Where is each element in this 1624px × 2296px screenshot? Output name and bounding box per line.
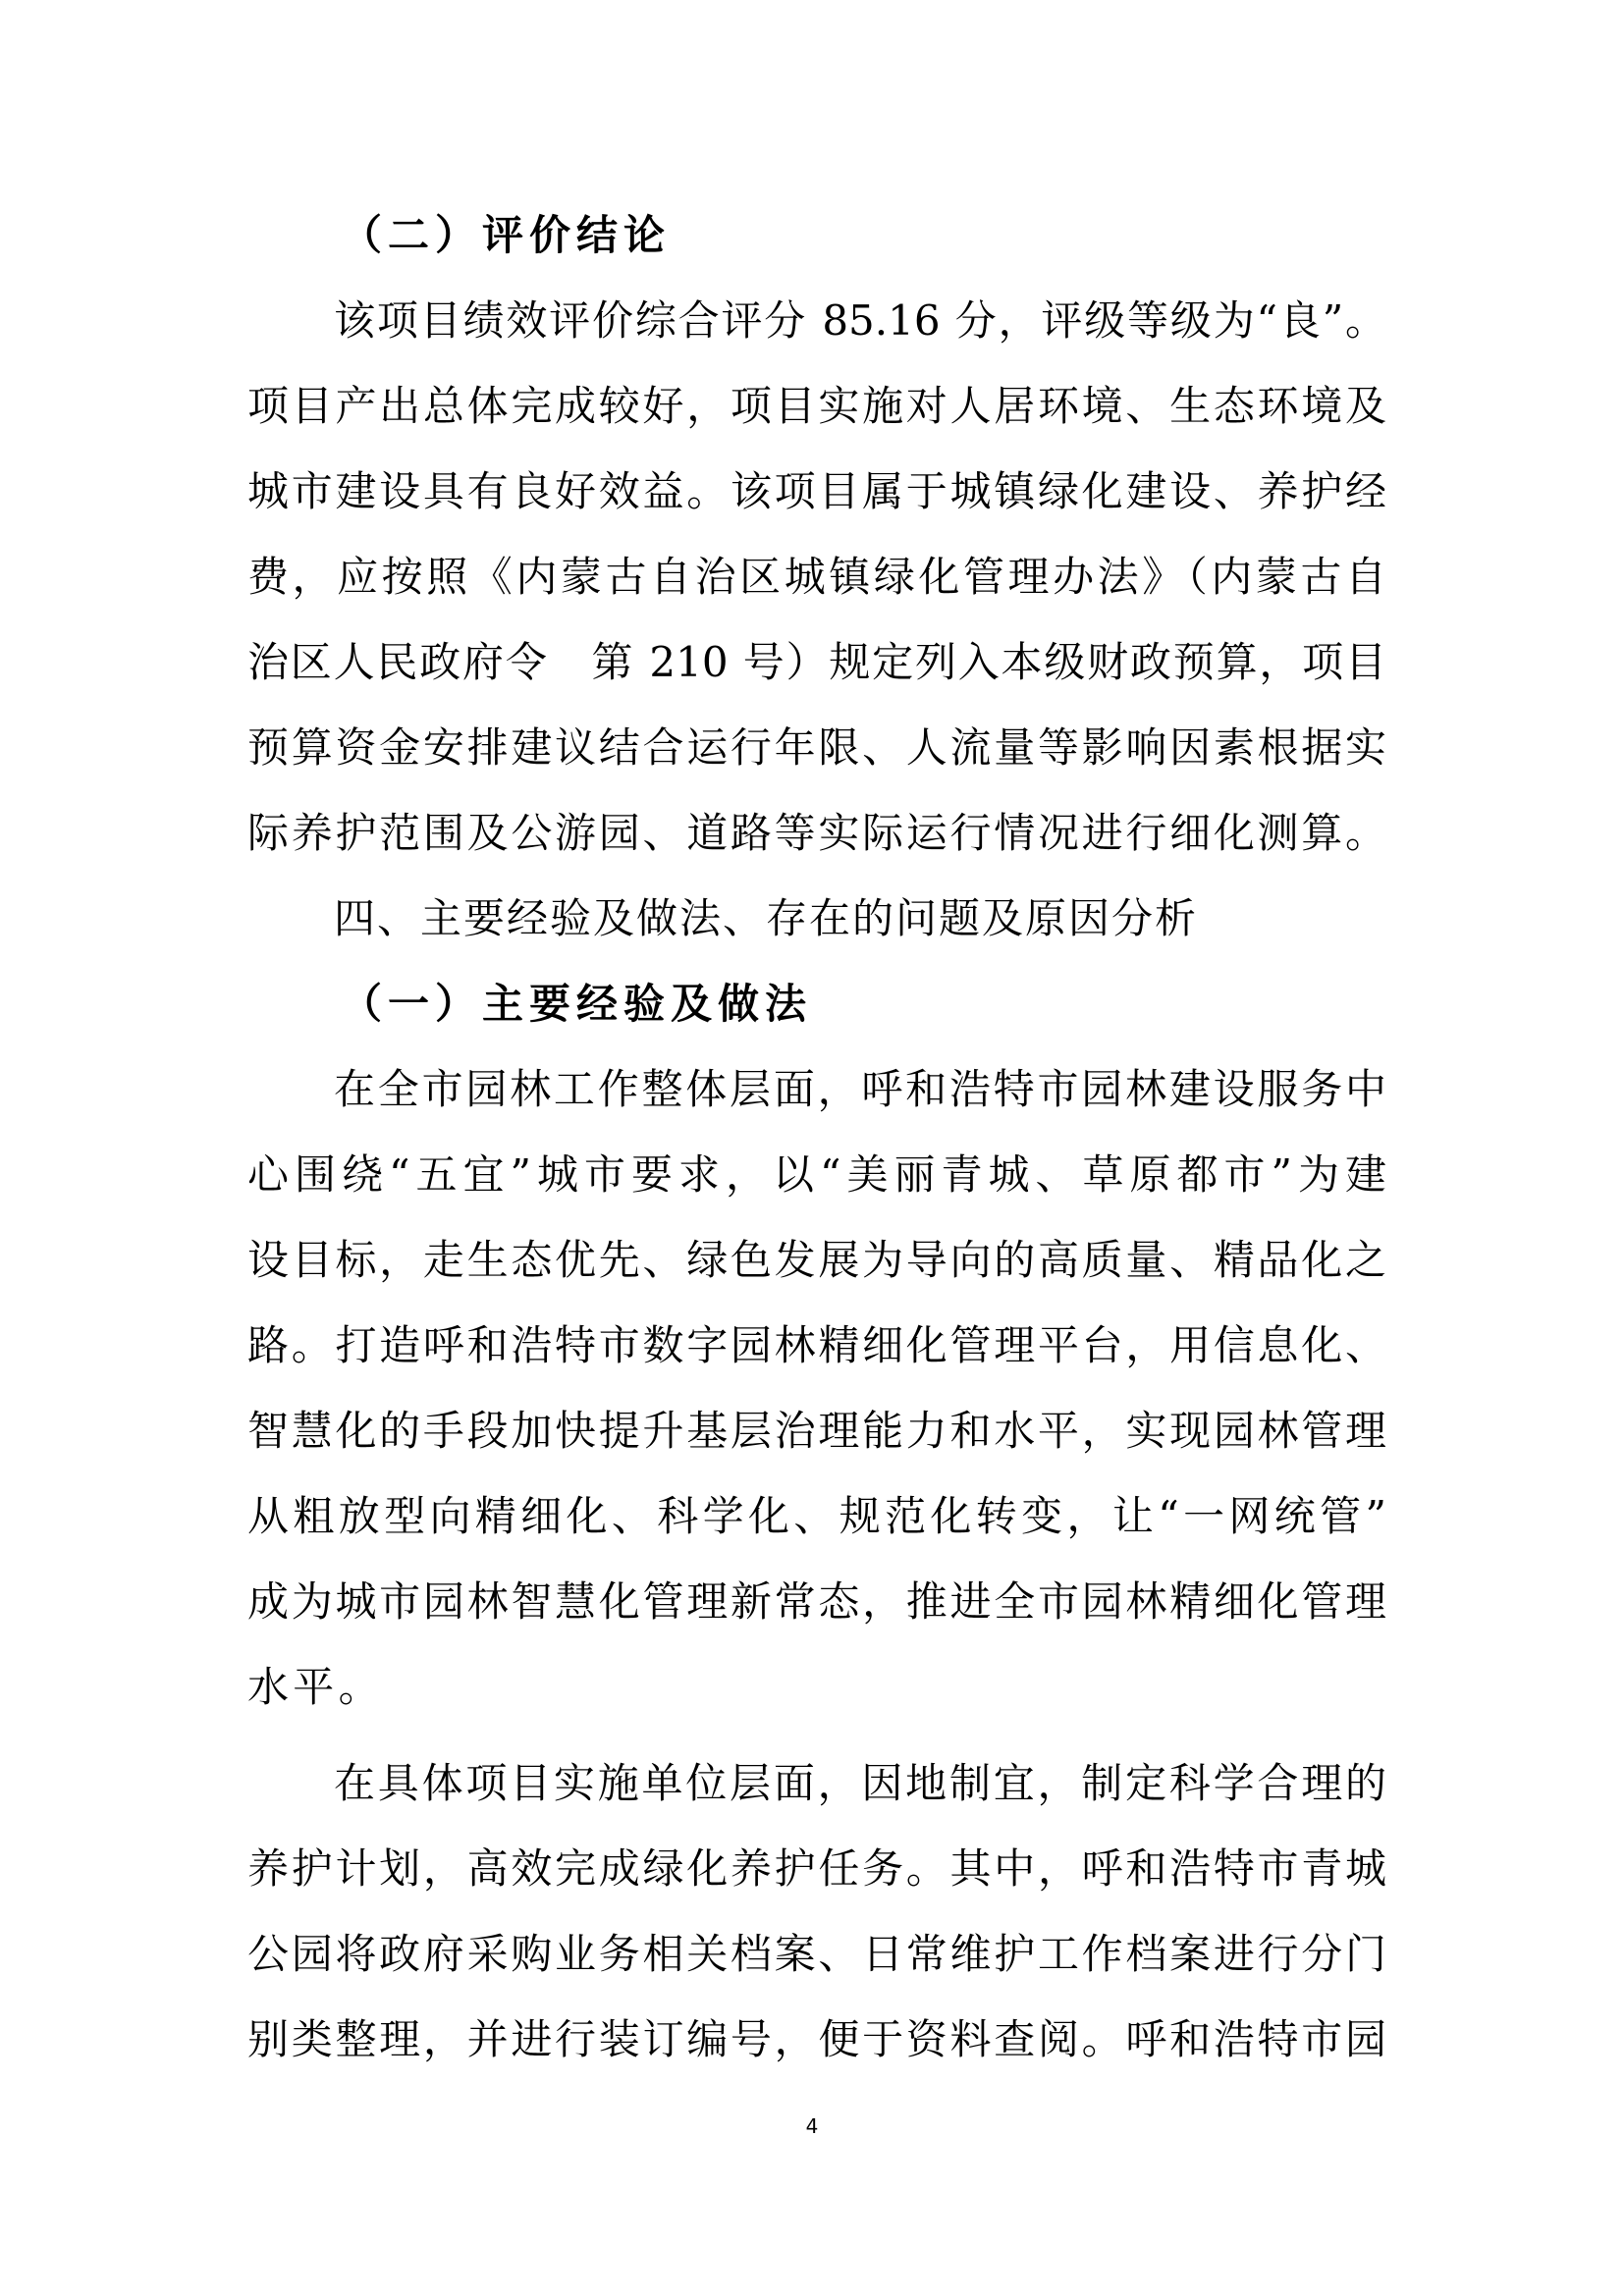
document-body — [247, 192, 1386, 2082]
body-text-line: 在全市园林工作整体层面，呼和浩特市园林建设服务中 — [334, 1065, 1386, 1113]
body-text-line: 项目产出总体完成较好，项目实施对人居环境、生态环境及 — [247, 382, 1386, 430]
subsection-heading-main-experience: （一）主要经验及做法 — [341, 980, 813, 1028]
body-text-line: 公园将政府采购业务相关档案、日常维护工作档案进行分门 — [247, 1930, 1386, 1978]
body-text-line: 从粗放型向精细化、科学化、规范化转变，让“一网统管” — [247, 1492, 1386, 1540]
body-text-line: 在具体项目实施单位层面，因地制宜，制定科学合理的 — [334, 1759, 1386, 1807]
page-number: 4 — [805, 2114, 819, 2138]
body-text-line: 路。打造呼和浩特市数字园林精细化管理平台，用信息化、 — [247, 1321, 1386, 1369]
body-text-line: 该项目绩效评价综合评分 85.16 分，评级等级为“良”。 — [334, 296, 1386, 345]
body-text-line: 费，应按照《内蒙古自治区城镇绿化管理办法》（内蒙古自 — [247, 553, 1386, 601]
paragraph-spacer — [247, 1730, 1386, 1740]
section-heading-evaluation-conclusion: （二）评价结论 — [341, 211, 672, 259]
body-text-line: 水平。 — [247, 1663, 384, 1711]
body-text-line: 别类整理，并进行装订编号，便于资料查阅。呼和浩特市园 — [247, 2015, 1386, 2063]
body-text-line: 预算资金安排建议结合运行年限、人流量等影响因素根据实 — [247, 723, 1386, 772]
body-text-line: 际养护范围及公游园、道路等实际运行情况进行细化测算。 — [247, 809, 1386, 857]
body-text-line: 设目标，走生态优先、绿色发展为导向的高质量、精品化之 — [247, 1236, 1386, 1284]
body-text-line: 城市建设具有良好效益。该项目属于城镇绿化建设、养护经 — [247, 467, 1386, 515]
body-text-line: 治区人民政府令 第 210 号）规定列入本级财政预算，项目 — [247, 638, 1386, 686]
body-text-line: 养护计划，高效完成绿化养护任务。其中，呼和浩特市青城 — [247, 1844, 1386, 1893]
chapter-heading: 四、主要经验及做法、存在的问题及原因分析 — [334, 894, 1199, 942]
body-text-line: 成为城市园林智慧化管理新常态，推进全市园林精细化管理 — [247, 1577, 1386, 1626]
body-text-line: 智慧化的手段加快提升基层治理能力和水平，实现园林管理 — [247, 1407, 1386, 1455]
body-text-line: 心围绕“五宜”城市要求，以“美丽青城、草原都市”为建 — [247, 1150, 1386, 1199]
